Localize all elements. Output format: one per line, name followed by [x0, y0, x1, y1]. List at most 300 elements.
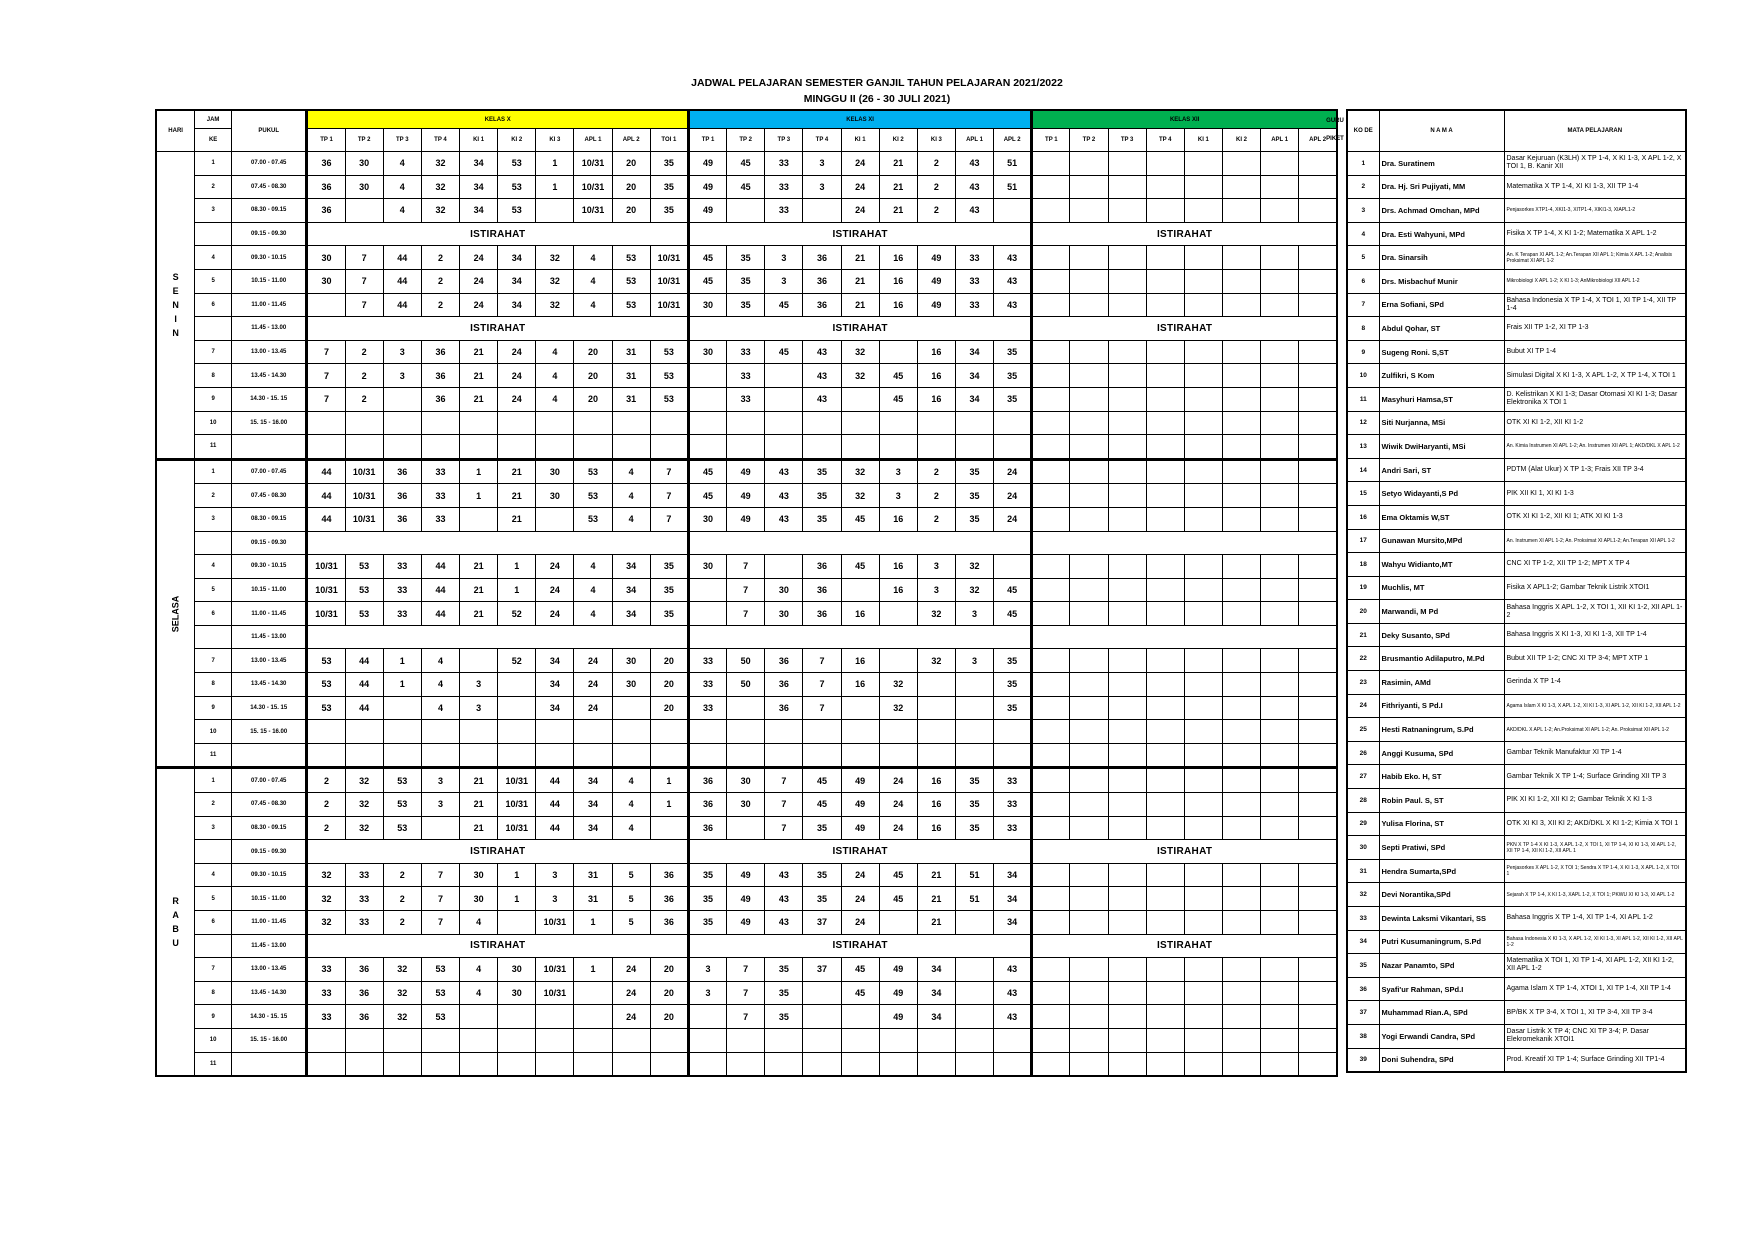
- schedule-cell: [1032, 911, 1070, 935]
- schedule-cell: 4: [460, 958, 498, 982]
- schedule-cell: [1222, 981, 1260, 1005]
- schedule-cell: 24: [994, 459, 1032, 484]
- teacher-name: Syafi'ur Rahman, SPd.I: [1379, 977, 1504, 1001]
- teacher-name: Doni Suhendra, SPd: [1379, 1048, 1504, 1072]
- schedule-cell: 3: [803, 152, 841, 176]
- schedule-cell: [1146, 364, 1184, 388]
- schedule-cell: 7: [307, 364, 345, 388]
- schedule-cell: 53: [421, 1005, 459, 1029]
- schedule-cell: 36: [803, 602, 841, 626]
- schedule-cell: [1261, 555, 1299, 579]
- teacher-name: Dra. Sinarsih: [1379, 246, 1504, 270]
- schedule-cell: 24: [460, 246, 498, 270]
- schedule-cell: [307, 411, 345, 435]
- schedule-cell: [1108, 435, 1146, 460]
- teacher-code: 29: [1347, 812, 1379, 836]
- teacher-code: 15: [1347, 482, 1379, 506]
- schedule-cell: 53: [307, 673, 345, 697]
- schedule-cell: [1146, 555, 1184, 579]
- teacher-row: [1347, 1024, 1686, 1048]
- schedule-cell: [1070, 507, 1108, 531]
- schedule-cell: [879, 743, 917, 768]
- schedule-cell: 21: [498, 459, 536, 484]
- schedule-cell: [1146, 887, 1184, 911]
- schedule-cell: 4: [421, 649, 459, 673]
- schedule-cell: 10/31: [650, 293, 688, 317]
- teacher-code: 19: [1347, 576, 1379, 600]
- teacher-name: Yogi Erwandi Candra, SPd: [1379, 1024, 1504, 1048]
- teacher-code: 7: [1347, 293, 1379, 317]
- header-kode: KO DE: [1347, 110, 1379, 152]
- teacher-code: 18: [1347, 553, 1379, 577]
- schedule-cell: [1222, 246, 1260, 270]
- schedule-cell: [574, 435, 612, 460]
- schedule-cell: [1299, 578, 1337, 602]
- schedule-cell: 7: [727, 1005, 765, 1029]
- blank-cell: [688, 625, 1031, 649]
- schedule-cell: 53: [498, 175, 536, 199]
- schedule-cell: 43: [994, 1005, 1032, 1029]
- teacher-row: [1347, 175, 1686, 199]
- schedule-cell: [955, 1005, 993, 1029]
- schedule-cell: [1146, 911, 1184, 935]
- column-header: APL 2: [612, 129, 650, 152]
- schedule-cell: 10/31: [498, 816, 536, 840]
- schedule-cell: 3: [765, 246, 803, 270]
- teacher-code: 9: [1347, 340, 1379, 364]
- schedule-cell: [1070, 387, 1108, 411]
- column-header: TP 1: [1032, 129, 1070, 152]
- schedule-cell: [460, 743, 498, 768]
- schedule-cell: [688, 387, 726, 411]
- schedule-cell: [1032, 364, 1070, 388]
- schedule-cell: [1032, 269, 1070, 293]
- schedule-cell: [1299, 958, 1337, 982]
- teacher-row: [1347, 812, 1686, 836]
- schedule-cell: 32: [421, 199, 459, 223]
- schedule-cell: 35: [955, 793, 993, 817]
- schedule-cell: [1146, 768, 1184, 793]
- break-label: ISTIRAHAT: [307, 840, 689, 864]
- schedule-cell: [1184, 435, 1222, 460]
- schedule-cell: [1299, 340, 1337, 364]
- schedule-cell: [574, 1028, 612, 1052]
- break-label: ISTIRAHAT: [688, 934, 1031, 958]
- teacher-name: Erna Sofiani, SPd: [1379, 293, 1504, 317]
- schedule-cell: 36: [688, 793, 726, 817]
- schedule-cell: [765, 743, 803, 768]
- schedule-cell: [460, 411, 498, 435]
- table-row: [156, 246, 1337, 270]
- schedule-cell: [1108, 863, 1146, 887]
- schedule-cell: [1184, 649, 1222, 673]
- schedule-cell: [1032, 175, 1070, 199]
- schedule-cell: [1070, 199, 1108, 223]
- schedule-cell: [536, 435, 574, 460]
- schedule-cell: [688, 364, 726, 388]
- schedule-cell: 7: [727, 578, 765, 602]
- schedule-cell: [1070, 696, 1108, 720]
- schedule-cell: [841, 411, 879, 435]
- schedule-cell: 7: [421, 911, 459, 935]
- jam-ke: 2: [195, 793, 232, 817]
- schedule-cell: [917, 743, 955, 768]
- schedule-cell: 30: [345, 175, 383, 199]
- schedule-cell: [1222, 816, 1260, 840]
- schedule-cell: 21: [841, 246, 879, 270]
- schedule-cell: [803, 411, 841, 435]
- jam-ke: 11: [195, 435, 232, 460]
- teacher-subjects: CNC XI TP 1-2, XII TP 1-2; MPT X TP 4: [1504, 553, 1686, 577]
- schedule-cell: [536, 199, 574, 223]
- schedule-cell: [383, 1028, 421, 1052]
- schedule-cell: [383, 743, 421, 768]
- teacher-row: [1347, 836, 1686, 860]
- schedule-cell: 43: [955, 152, 993, 176]
- schedule-cell: [1184, 816, 1222, 840]
- schedule-cell: 21: [460, 555, 498, 579]
- schedule-cell: [1261, 459, 1299, 484]
- jam-ke: 7: [195, 649, 232, 673]
- schedule-cell: 16: [841, 673, 879, 697]
- table-row: [156, 840, 1337, 864]
- column-header: APL 1: [1261, 129, 1299, 152]
- schedule-cell: [1299, 720, 1337, 744]
- schedule-cell: [1261, 863, 1299, 887]
- teacher-code: 5: [1347, 246, 1379, 270]
- schedule-cell: 33: [994, 816, 1032, 840]
- column-header: APL 1: [574, 129, 612, 152]
- schedule-cell: 21: [917, 863, 955, 887]
- schedule-cell: 34: [994, 911, 1032, 935]
- schedule-cell: [1222, 673, 1260, 697]
- schedule-cell: 44: [421, 578, 459, 602]
- schedule-cell: 33: [727, 364, 765, 388]
- schedule-cell: [1032, 1028, 1070, 1052]
- table-row: [156, 768, 1337, 793]
- schedule-cell: [917, 673, 955, 697]
- schedule-cell: 10/31: [307, 578, 345, 602]
- schedule-cell: [1222, 1028, 1260, 1052]
- schedule-cell: [1222, 435, 1260, 460]
- schedule-cell: [1222, 269, 1260, 293]
- schedule-cell: [498, 1052, 536, 1076]
- schedule-cell: 52: [498, 649, 536, 673]
- teacher-code: 24: [1347, 694, 1379, 718]
- schedule-cell: [1070, 459, 1108, 484]
- schedule-cell: 16: [917, 816, 955, 840]
- pukul-time: 09.15 - 09.30: [231, 531, 306, 555]
- pukul-time: 10.15 - 11.00: [231, 269, 306, 293]
- schedule-cell: 45: [727, 152, 765, 176]
- schedule-cell: [1070, 246, 1108, 270]
- schedule-cell: [1032, 673, 1070, 697]
- schedule-cell: 49: [917, 293, 955, 317]
- column-header: TP 2: [1070, 129, 1108, 152]
- pukul-time: [231, 1052, 306, 1076]
- schedule-cell: 24: [536, 578, 574, 602]
- schedule-cell: 35: [994, 387, 1032, 411]
- table-row: [156, 958, 1337, 982]
- teacher-row: [1347, 152, 1686, 176]
- schedule-cell: 30: [765, 602, 803, 626]
- schedule-cell: 43: [765, 887, 803, 911]
- pukul-time: 13.00 - 13.45: [231, 958, 306, 982]
- teacher-row: [1347, 222, 1686, 246]
- schedule-cell: 21: [460, 768, 498, 793]
- schedule-cell: 30: [498, 958, 536, 982]
- schedule-cell: [1108, 911, 1146, 935]
- schedule-cell: 35: [765, 981, 803, 1005]
- schedule-cell: 35: [727, 269, 765, 293]
- schedule-cell: 3: [536, 863, 574, 887]
- teacher-name: Wahyu Widianto,MT: [1379, 553, 1504, 577]
- schedule-cell: 45: [688, 459, 726, 484]
- schedule-cell: [1222, 555, 1260, 579]
- jam-ke: 8: [195, 364, 232, 388]
- schedule-cell: 3: [383, 340, 421, 364]
- schedule-cell: [1261, 411, 1299, 435]
- schedule-cell: [765, 555, 803, 579]
- schedule-cell: 44: [345, 696, 383, 720]
- schedule-cell: [1261, 696, 1299, 720]
- schedule-cell: 34: [955, 387, 993, 411]
- schedule-cell: 35: [650, 602, 688, 626]
- schedule-cell: [1184, 958, 1222, 982]
- schedule-cell: [1032, 199, 1070, 223]
- schedule-cell: 44: [307, 507, 345, 531]
- schedule-cell: 53: [421, 981, 459, 1005]
- schedule-cell: [727, 435, 765, 460]
- schedule-cell: [1222, 863, 1260, 887]
- teacher-code: 39: [1347, 1048, 1379, 1072]
- teacher-subjects: Bahasa Indonesia X TP 1-4, X TOI 1, XI TP 1-4, XII TP 1-4: [1504, 293, 1686, 317]
- teacher-code: 13: [1347, 435, 1379, 459]
- schedule-cell: [803, 1052, 841, 1076]
- schedule-cell: 7: [727, 602, 765, 626]
- column-header: TP 4: [1146, 129, 1184, 152]
- schedule-cell: 49: [688, 199, 726, 223]
- schedule-cell: 32: [307, 911, 345, 935]
- blank-cell: [1032, 531, 1337, 555]
- pukul-time: 07.45 - 08.30: [231, 793, 306, 817]
- teacher-code: 2: [1347, 175, 1379, 199]
- schedule-cell: 24: [612, 958, 650, 982]
- schedule-cell: 44: [536, 793, 574, 817]
- schedule-cell: [1299, 793, 1337, 817]
- schedule-cell: [841, 578, 879, 602]
- schedule-cell: 7: [650, 507, 688, 531]
- schedule-cell: [1222, 364, 1260, 388]
- schedule-cell: 7: [803, 649, 841, 673]
- schedule-cell: [1299, 246, 1337, 270]
- schedule-cell: [421, 720, 459, 744]
- schedule-cell: [1261, 340, 1299, 364]
- schedule-cell: [345, 743, 383, 768]
- schedule-cell: [460, 507, 498, 531]
- jam-ke: 6: [195, 293, 232, 317]
- teacher-code: 37: [1347, 1001, 1379, 1025]
- schedule-cell: [1184, 199, 1222, 223]
- schedule-cell: [1261, 649, 1299, 673]
- teacher-row: [1347, 600, 1686, 624]
- schedule-cell: 2: [917, 484, 955, 508]
- teacher-name: Muhammad Rian.A, SPd: [1379, 1001, 1504, 1025]
- schedule-cell: 4: [536, 340, 574, 364]
- schedule-cell: [765, 411, 803, 435]
- schedule-cell: [536, 1028, 574, 1052]
- jam-ke: [195, 317, 232, 341]
- schedule-cell: 2: [345, 387, 383, 411]
- teacher-subjects: PDTM (Alat Ukur) X TP 1-3; Frais XII TP 3-4: [1504, 458, 1686, 482]
- column-header: TP 4: [421, 129, 459, 152]
- schedule-cell: 34: [612, 555, 650, 579]
- schedule-cell: 20: [612, 152, 650, 176]
- schedule-cell: [421, 816, 459, 840]
- schedule-cell: 36: [765, 696, 803, 720]
- schedule-cell: 33: [421, 484, 459, 508]
- schedule-cell: [1261, 435, 1299, 460]
- schedule-cell: [1222, 887, 1260, 911]
- break-label: ISTIRAHAT: [1032, 317, 1337, 341]
- schedule-cell: [1222, 340, 1260, 364]
- schedule-cell: [1032, 696, 1070, 720]
- schedule-cell: 49: [879, 1005, 917, 1029]
- schedule-cell: [1032, 816, 1070, 840]
- break-label: ISTIRAHAT: [307, 222, 689, 246]
- schedule-cell: 24: [460, 269, 498, 293]
- table-row: [156, 364, 1337, 388]
- schedule-cell: [1108, 816, 1146, 840]
- schedule-cell: [1146, 863, 1184, 887]
- schedule-cell: [1108, 387, 1146, 411]
- table-row: [156, 269, 1337, 293]
- blank-cell: [1032, 625, 1337, 649]
- teacher-subjects: BP/BK X TP 3-4, X TOI 1, XI TP 3-4, XII TP 3-4: [1504, 1001, 1686, 1025]
- break-label: ISTIRAHAT: [688, 840, 1031, 864]
- schedule-cell: 3: [536, 887, 574, 911]
- teacher-name: Anggi Kusuma, SPd: [1379, 741, 1504, 765]
- schedule-cell: [994, 435, 1032, 460]
- schedule-cell: [1070, 484, 1108, 508]
- schedule-cell: 33: [421, 459, 459, 484]
- schedule-cell: [1070, 793, 1108, 817]
- break-label: ISTIRAHAT: [688, 317, 1031, 341]
- schedule-cell: [727, 743, 765, 768]
- schedule-cell: 21: [460, 387, 498, 411]
- schedule-cell: 34: [955, 364, 993, 388]
- schedule-cell: 45: [841, 958, 879, 982]
- schedule-cell: 30: [688, 293, 726, 317]
- schedule-cell: [1146, 958, 1184, 982]
- schedule-cell: 43: [803, 364, 841, 388]
- schedule-cell: [383, 387, 421, 411]
- schedule-cell: [1222, 1052, 1260, 1076]
- schedule-cell: [612, 411, 650, 435]
- schedule-cell: [1261, 269, 1299, 293]
- table-row: [156, 531, 1337, 555]
- schedule-cell: 3: [383, 364, 421, 388]
- schedule-cell: 32: [841, 364, 879, 388]
- column-header: KI 1: [1184, 129, 1222, 152]
- schedule-cell: 30: [307, 269, 345, 293]
- schedule-cell: 32: [345, 793, 383, 817]
- teacher-subjects: AKD/DKL X APL 1-2; An.Proksimat XI APL 1-2; An. Proksimat XII APL 1-2: [1504, 718, 1686, 742]
- table-row: [156, 696, 1337, 720]
- teacher-subjects: Frais XII TP 1-2, XI TP 1-3: [1504, 317, 1686, 341]
- schedule-cell: 2: [383, 911, 421, 935]
- teacher-name: Septi Pratiwi, SPd: [1379, 836, 1504, 860]
- schedule-cell: 21: [460, 816, 498, 840]
- schedule-cell: [1261, 720, 1299, 744]
- schedule-cell: 36: [803, 246, 841, 270]
- schedule-cell: [1032, 887, 1070, 911]
- schedule-cell: [1184, 981, 1222, 1005]
- schedule-cell: [688, 743, 726, 768]
- teacher-code: 11: [1347, 387, 1379, 411]
- schedule-cell: [1108, 958, 1146, 982]
- schedule-cell: 43: [765, 863, 803, 887]
- schedule-cell: 3: [879, 484, 917, 508]
- schedule-cell: 45: [879, 863, 917, 887]
- schedule-cell: 32: [383, 958, 421, 982]
- schedule-cell: [1261, 958, 1299, 982]
- schedule-cell: 3: [688, 958, 726, 982]
- schedule-cell: [688, 1028, 726, 1052]
- schedule-cell: 36: [307, 199, 345, 223]
- table-row: [156, 555, 1337, 579]
- schedule-cell: 53: [650, 387, 688, 411]
- schedule-cell: 24: [994, 507, 1032, 531]
- break-label: ISTIRAHAT: [688, 222, 1031, 246]
- schedule-cell: 21: [841, 293, 879, 317]
- table-row: [156, 152, 1337, 176]
- schedule-cell: 33: [383, 602, 421, 626]
- pukul-time: 15. 15 - 16.00: [231, 720, 306, 744]
- schedule-cell: 36: [688, 816, 726, 840]
- schedule-cell: 24: [841, 863, 879, 887]
- schedule-cell: 33: [345, 863, 383, 887]
- schedule-cell: 21: [460, 364, 498, 388]
- schedule-cell: [727, 816, 765, 840]
- column-header: TP 3: [383, 129, 421, 152]
- schedule-cell: [1108, 199, 1146, 223]
- schedule-cell: 35: [688, 887, 726, 911]
- schedule-cell: [383, 435, 421, 460]
- schedule-cell: 24: [879, 768, 917, 793]
- teacher-subjects: An. Instrumen XI APL 1-2; An. Proksimat XI APL1-2; An.Terapan XII APL 1-2: [1504, 529, 1686, 553]
- column-header: TOI 1: [650, 129, 688, 152]
- column-header: TP 1: [307, 129, 345, 152]
- jam-ke: 1: [195, 768, 232, 793]
- jam-ke: 4: [195, 246, 232, 270]
- column-header: KI 1: [841, 129, 879, 152]
- header-kelas-xii: KELAS XII: [1032, 110, 1337, 129]
- schedule-cell: [955, 981, 993, 1005]
- schedule-cell: [1146, 981, 1184, 1005]
- schedule-cell: 33: [727, 340, 765, 364]
- schedule-cell: 2: [383, 863, 421, 887]
- schedule-cell: [1184, 387, 1222, 411]
- schedule-cell: 34: [498, 246, 536, 270]
- teacher-subjects: Bahasa Inggris X KI 1-3, XI KI 1-3, XII TP 1-4: [1504, 623, 1686, 647]
- schedule-cell: [1299, 199, 1337, 223]
- schedule-cell: [345, 411, 383, 435]
- schedule-cell: [383, 720, 421, 744]
- schedule-cell: [765, 387, 803, 411]
- schedule-cell: [879, 411, 917, 435]
- header-mapel: MATA PELAJARAN: [1504, 110, 1686, 152]
